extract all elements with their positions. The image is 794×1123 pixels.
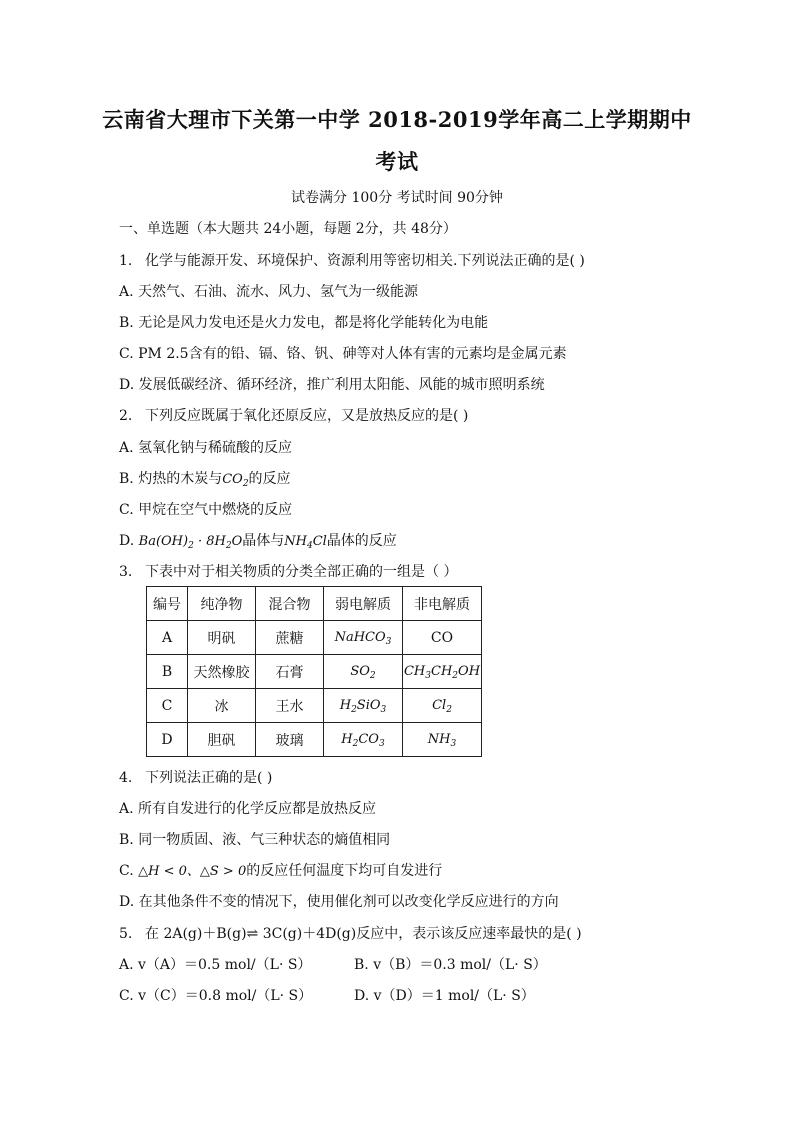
table-cell: 王水 [256,689,324,723]
table-cell: $CH_3CH_2OH$ [403,655,482,689]
q4-option-c [119,860,442,880]
q5-option-b: B. v（B）＝0.3 mol/（L· S） [354,957,547,973]
table-cell: $H_2SiO_3$ [324,689,403,723]
q2-option-c: C. 甲烷在空气中燃烧的反应 [119,502,293,518]
exam-title-line1: 云南省大理市下关第一中学 2018-2019学年高二上学期期中 [102,107,692,132]
table-row [147,689,482,723]
option-letter: C. [119,863,139,879]
question-text: 在 2A(g)＋B(g)⇌ 3C(g)＋4D(g)反应中，表示该反应速率最快的是( ) [145,926,582,942]
q1-option-a: A. 天然气、石油、流水、风力、氢气为一级能源 [119,284,419,300]
q1-option-d: D. 发展低碳经济、循环经济，推广利用太阳能、风能的城市照明系统 [119,377,545,393]
q5-option-c: C. v（C）＝0.8 mol/（L· S） [119,988,313,1004]
option-text: 晶体与 [242,533,285,549]
question-3-stem [119,561,457,581]
table-row [147,655,482,689]
table-cell: B [147,655,188,689]
question-1-stem [119,250,585,270]
table-header-cell: 弱电解质 [324,587,403,621]
math-expression: △H < 0、△S > 0 [138,864,247,879]
table-header-cell: 编号 [147,587,188,621]
table-cell: $Cl_2$ [403,689,482,723]
table-cell: D [147,723,188,757]
table-cell: 玻璃 [256,723,324,757]
exam-title-line2: 考试 [375,149,419,174]
table-cell: CO [403,621,482,655]
q1-option-c: C. PM 2.5含有的铅、镉、铬、钒、砷等对人体有害的元素均是金属元素 [119,346,567,362]
chem-formula: $CO_2$ [222,472,249,489]
section-heading: 一、单选题（本大题共 24小题，每题 2分，共 48分） [119,221,457,237]
table-cell: 石膏 [256,655,324,689]
option-text: 晶体的反应 [326,533,397,549]
option-text: B. 灼热的木炭与 [119,471,223,487]
option-letter: D. [119,533,135,549]
q2-option-b [119,468,291,489]
table-cell: A [147,621,188,655]
question-4-stem [119,767,272,787]
table-cell: NaHCO$_3$ [324,621,403,655]
question-text: 化学与能源开发、环境保护、资源利用等密切相关.下列说法正确的是( ) [145,253,585,269]
question-2-stem [119,405,468,425]
question-number: 4. [119,770,133,786]
classification-table [146,586,482,757]
table-header-cell: 纯净物 [188,587,256,621]
q2-option-a: A. 氢氧化钠与稀硫酸的反应 [119,440,293,456]
option-text: 的反应任何温度下均可自发进行 [246,863,443,879]
question-text: 下表中对于相关物质的分类全部正确的一组是（ ） [145,564,458,580]
table-cell: C [147,689,188,723]
question-number: 2. [119,408,133,424]
exam-subtitle: 试卷满分 100分 考试时间 90分钟 [291,190,503,206]
question-text: 下列说法正确的是( ) [145,770,273,786]
question-5-stem [119,923,582,943]
table-header-cell: 混合物 [256,587,324,621]
table-header-cell: 非电解质 [403,587,482,621]
q2-option-d [119,530,397,551]
table-cell: 胆矾 [188,723,256,757]
q4-option-b: B. 同一物质固、液、气三种状态的熵值相同 [119,832,391,848]
q1-option-b: B. 无论是风力发电还是火力发电，都是将化学能转化为电能 [119,315,489,331]
table-cell: 冰 [188,689,256,723]
question-number: 1. [119,253,133,269]
q4-option-a: A. 所有自发进行的化学反应都是放热反应 [119,801,377,817]
q5-option-a: A. v（A）＝0.5 mol/（L· S） [119,957,312,973]
table-header-row [147,587,482,621]
table-cell: $SO_2$ [324,655,403,689]
q5-option-d: D. v（D）＝1 mol/（L· S） [354,988,535,1004]
table-cell: $NH_3$ [403,723,482,757]
chem-formula: $NH_4Cl$ [284,534,327,551]
table-cell: 明矾 [188,621,256,655]
option-text: 的反应 [248,471,291,487]
chem-formula: $Ba(OH)_2 \cdot 8H_2O$ [138,534,243,551]
question-number: 3. [119,564,133,580]
question-text: 下列反应既属于氧化还原反应，又是放热反应的是( ) [145,408,469,424]
table-row [147,621,482,655]
table-row [147,723,482,757]
table-cell: 天然橡胶 [188,655,256,689]
table-cell: $H_2CO_3$ [324,723,403,757]
question-number: 5. [119,926,133,942]
q4-option-d: D. 在其他条件不变的情况下，使用催化剂可以改变化学反应进行的方向 [119,894,559,910]
table-cell: 蔗糖 [256,621,324,655]
